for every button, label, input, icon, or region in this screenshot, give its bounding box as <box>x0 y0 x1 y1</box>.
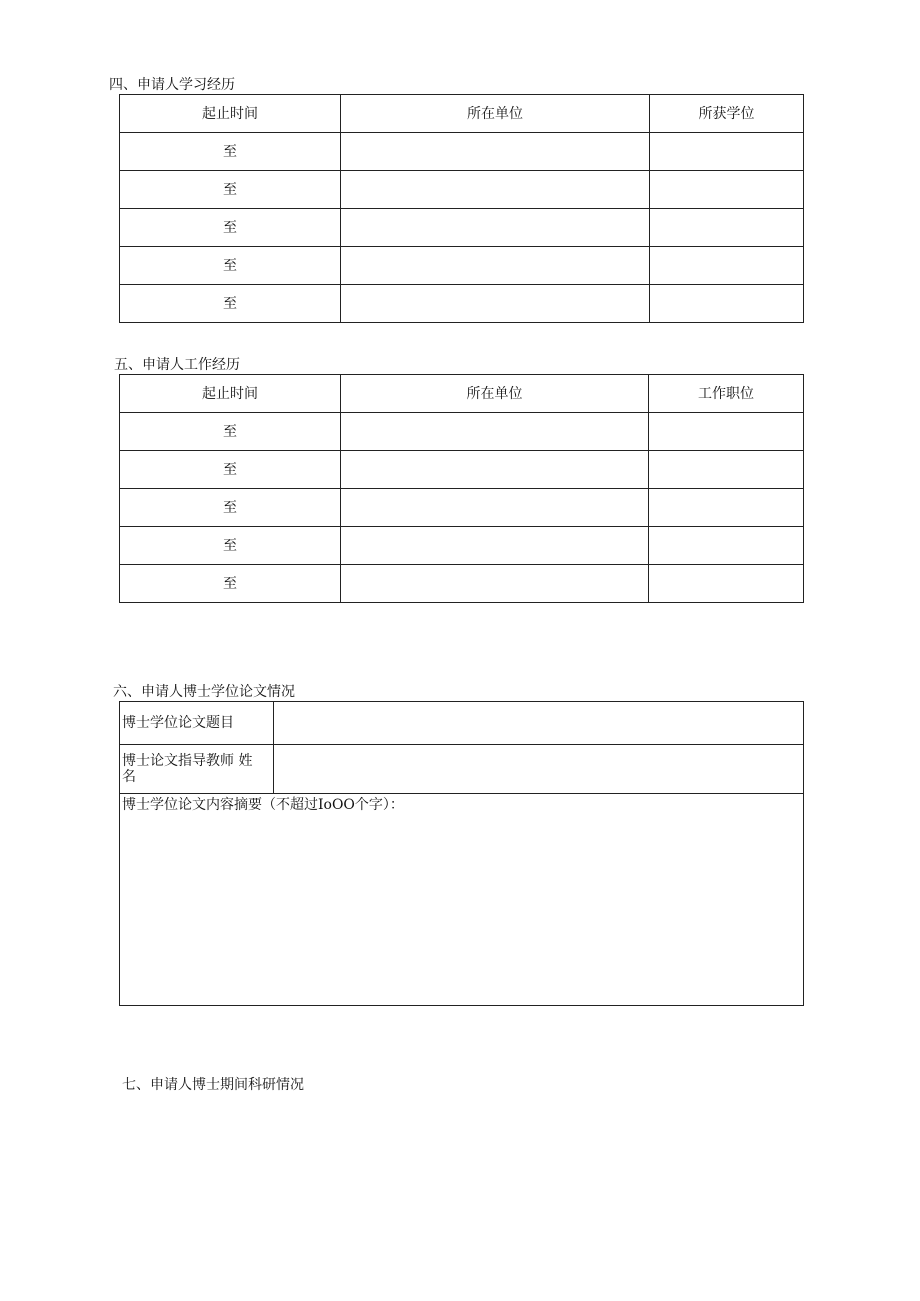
institution-cell[interactable] <box>341 247 650 285</box>
work-history-table <box>119 374 804 603</box>
institution-cell[interactable] <box>341 171 650 209</box>
header-institution: 所在单位 <box>341 95 650 133</box>
thesis-abstract-row <box>120 794 804 1006</box>
institution-cell[interactable] <box>341 209 650 247</box>
thesis-advisor-label <box>120 745 274 794</box>
table-row <box>120 285 804 323</box>
period-cell[interactable]: 至 <box>120 413 341 451</box>
period-cell[interactable]: 至 <box>120 527 341 565</box>
header-institution: 所在单位 <box>341 375 649 413</box>
study-history-heading: 四、申请人学习经历 <box>109 77 235 93</box>
table-row <box>120 171 804 209</box>
position-cell[interactable] <box>649 565 804 603</box>
research-heading: 七、申请人博士期间科研情况 <box>122 1077 304 1093</box>
advisor-label-line-2: 名 <box>122 769 136 785</box>
degree-cell[interactable] <box>650 285 804 323</box>
institution-cell[interactable] <box>341 451 649 489</box>
position-cell[interactable] <box>649 527 804 565</box>
thesis-abstract-field[interactable] <box>120 794 804 1006</box>
work-history-heading: 五、申请人工作经历 <box>114 357 240 373</box>
table-row <box>120 413 804 451</box>
thesis-table <box>119 701 804 1006</box>
institution-cell[interactable] <box>341 133 650 171</box>
period-cell[interactable]: 至 <box>120 285 341 323</box>
position-cell[interactable] <box>649 413 804 451</box>
header-period: 起止时间 <box>120 375 341 413</box>
period-cell[interactable]: 至 <box>120 133 341 171</box>
period-cell[interactable]: 至 <box>120 489 341 527</box>
table-row <box>120 451 804 489</box>
header-period: 起止时间 <box>120 95 341 133</box>
table-header-row <box>120 95 804 133</box>
period-cell[interactable]: 至 <box>120 565 341 603</box>
table-header-row <box>120 375 804 413</box>
table-row <box>120 489 804 527</box>
thesis-advisor-row <box>120 745 804 794</box>
thesis-title-label: 博士学位论文题目 <box>120 702 274 745</box>
institution-cell[interactable] <box>341 565 649 603</box>
institution-cell[interactable] <box>341 413 649 451</box>
table-row <box>120 565 804 603</box>
study-history-table <box>119 94 804 323</box>
thesis-heading: 六、申请人博士学位论文情况 <box>113 684 295 700</box>
thesis-title-row <box>120 702 804 745</box>
degree-cell[interactable] <box>650 133 804 171</box>
degree-cell[interactable] <box>650 171 804 209</box>
period-cell[interactable]: 至 <box>120 451 341 489</box>
header-position: 工作职位 <box>649 375 804 413</box>
thesis-title-field[interactable] <box>274 702 804 745</box>
institution-cell[interactable] <box>341 527 649 565</box>
table-row <box>120 209 804 247</box>
degree-cell[interactable] <box>650 209 804 247</box>
table-row <box>120 247 804 285</box>
period-cell[interactable]: 至 <box>120 171 341 209</box>
table-row <box>120 527 804 565</box>
position-cell[interactable] <box>649 489 804 527</box>
header-degree: 所获学位 <box>650 95 804 133</box>
thesis-advisor-field[interactable] <box>274 745 804 794</box>
position-cell[interactable] <box>649 451 804 489</box>
institution-cell[interactable] <box>341 489 649 527</box>
table-row <box>120 133 804 171</box>
degree-cell[interactable] <box>650 247 804 285</box>
period-cell[interactable]: 至 <box>120 247 341 285</box>
institution-cell[interactable] <box>341 285 650 323</box>
thesis-abstract-label: 博士学位论文内容摘要（不超过IoOO个字）： <box>122 797 404 813</box>
advisor-label-line-1: 博士论文指导教师 姓 <box>122 753 253 769</box>
period-cell[interactable]: 至 <box>120 209 341 247</box>
